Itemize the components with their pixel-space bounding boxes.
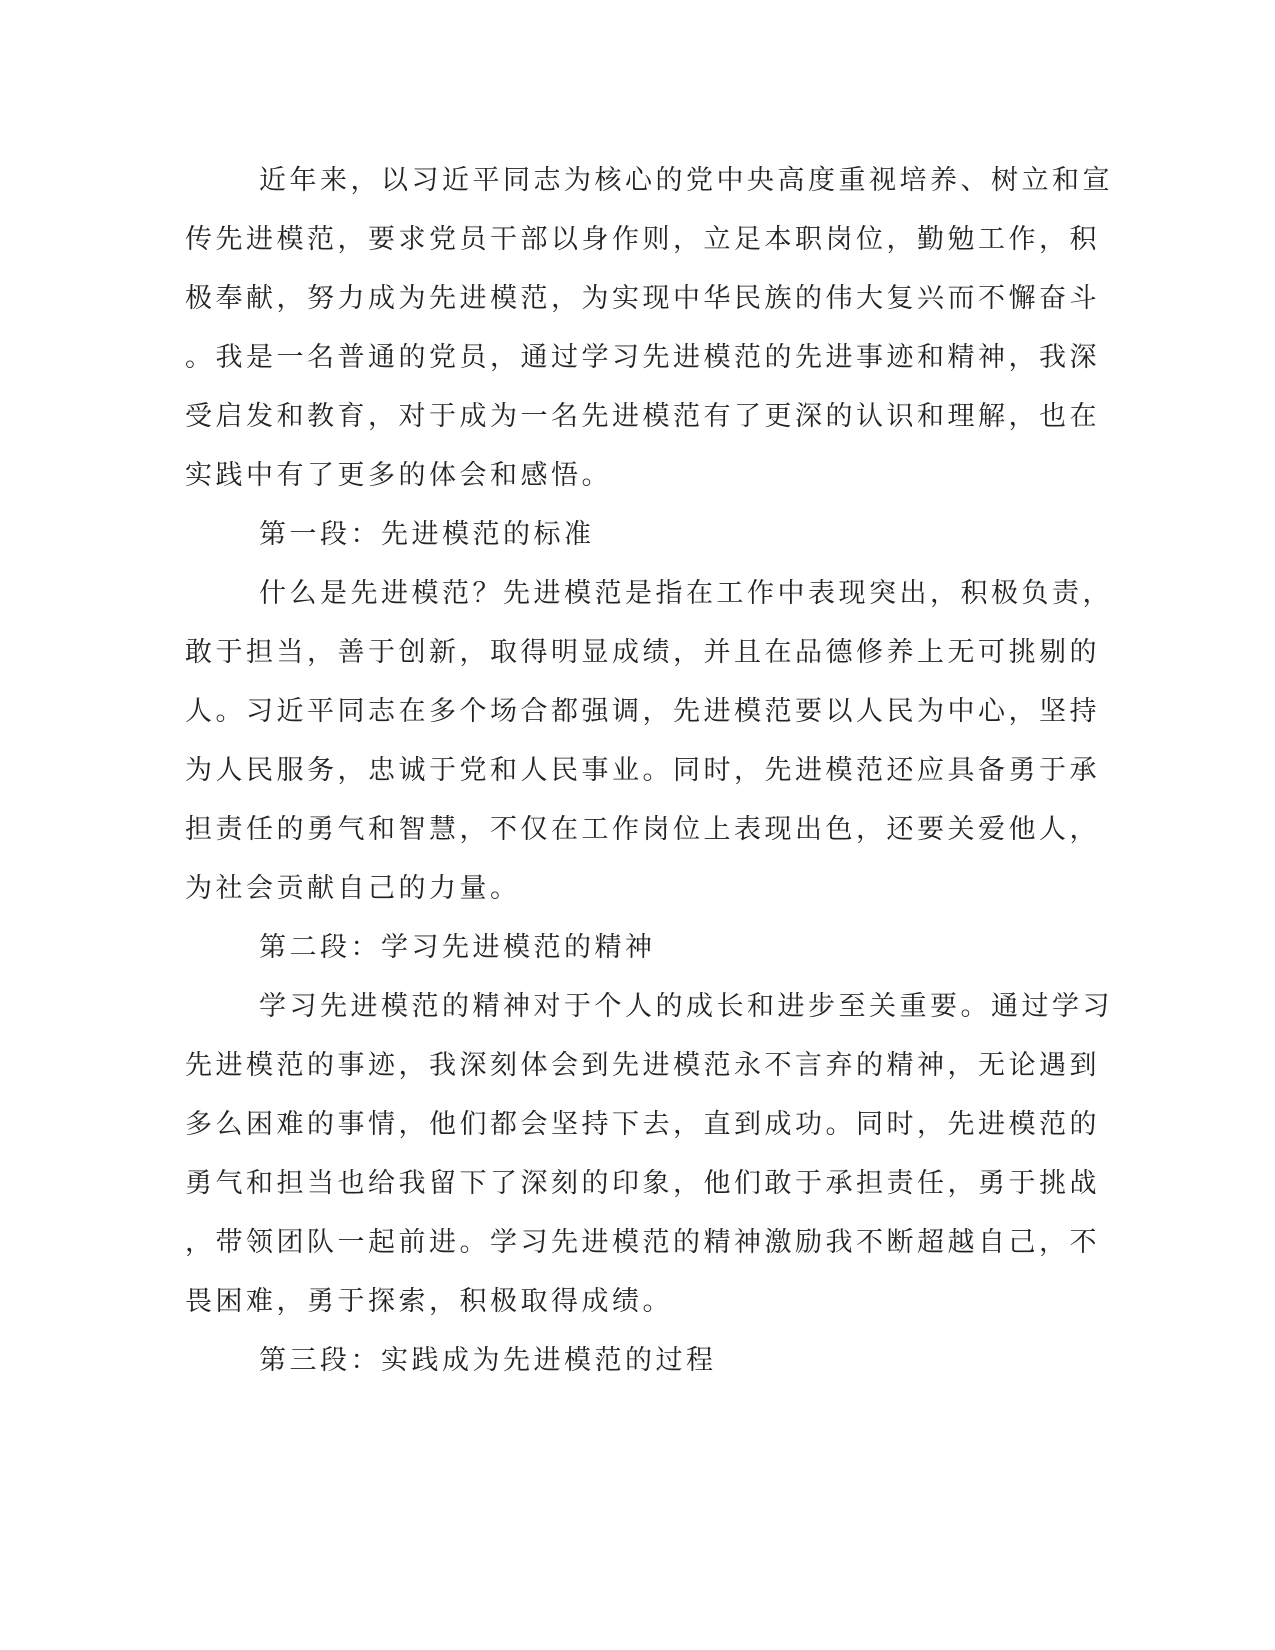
paragraph-intro-line: 受启发和教育，对于成为一名先进模范有了更深的认识和理解，也在 [185,401,1100,432]
paragraph-section2-line: 多么困难的事情，他们都会坚持下去，直到成功。同时，先进模范的 [185,1109,1100,1140]
paragraph-section2-line: 畏困难，勇于探索，积极取得成绩。 [185,1286,673,1317]
section-heading-2: 第二段：学习先进模范的精神 [259,932,656,963]
paragraph-section1-line: 为社会贡献自己的力量。 [185,873,521,904]
paragraph-intro-line: 极奉献，努力成为先进模范，为实现中华民族的伟大复兴而不懈奋斗 [185,283,1100,314]
paragraph-section2-line: 勇气和担当也给我留下了深刻的印象，他们敢于承担责任，勇于挑战 [185,1168,1100,1199]
paragraph-section1-line: 担责任的勇气和智慧，不仅在工作岗位上表现出色，还要关爱他人， [185,814,1100,845]
paragraph-section2-line: 学习先进模范的精神对于个人的成长和进步至关重要。通过学习 [259,991,1113,1022]
paragraph-section1-line: 人。习近平同志在多个场合都强调，先进模范要以人民为中心，坚持 [185,696,1100,727]
paragraph-intro-line: 。我是一名普通的党员，通过学习先进模范的先进事迹和精神，我深 [185,342,1100,373]
paragraph-section1-line: 什么是先进模范？先进模范是指在工作中表现突出，积极负责， [259,578,1113,609]
paragraph-intro-line: 近年来，以习近平同志为核心的党中央高度重视培养、树立和宣 [259,165,1113,196]
paragraph-intro-line: 实践中有了更多的体会和感悟。 [185,460,612,491]
paragraph-section1-line: 为人民服务，忠诚于党和人民事业。同时，先进模范还应具备勇于承 [185,755,1100,786]
paragraph-intro-line: 传先进模范，要求党员干部以身作则，立足本职岗位，勤勉工作，积 [185,224,1100,255]
paragraph-section1-line: 敢于担当，善于创新，取得明显成绩，并且在品德修养上无可挑剔的 [185,637,1100,668]
section-heading-3: 第三段：实践成为先进模范的过程 [259,1345,717,1376]
section-heading-1: 第一段：先进模范的标准 [259,519,595,550]
paragraph-section2-line: ，带领团队一起前进。学习先进模范的精神激励我不断超越自己，不 [185,1227,1100,1258]
paragraph-section2-line: 先进模范的事迹，我深刻体会到先进模范永不言弃的精神，无论遇到 [185,1050,1100,1081]
